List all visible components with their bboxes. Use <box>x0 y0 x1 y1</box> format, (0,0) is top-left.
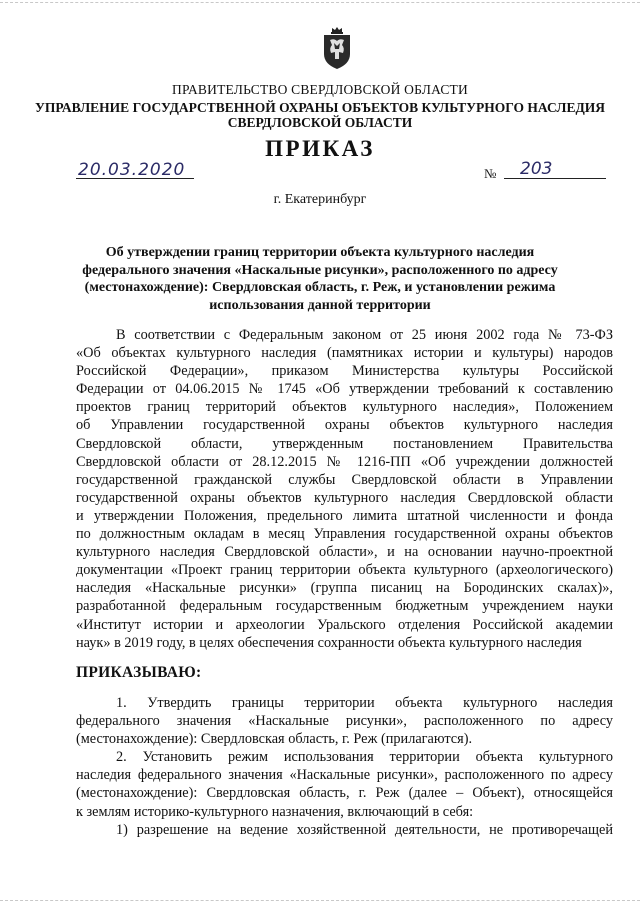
order-directive-heading: ПРИКАЗЫВАЮ: <box>76 664 202 681</box>
order-subject <box>0 244 640 314</box>
text-line: наследия федерального значения «Наскальные рисунки», расположенного по адресу <box>76 767 613 784</box>
text-line: и утверждении Положения, предельного лимита штатной численности и фонда <box>76 507 613 524</box>
subject-line: Об утверждении границ территории объекта культурного наследия <box>105 245 535 260</box>
text-line: Свердловской области, утвержденным постановлением Правительства <box>76 435 613 452</box>
text-line: об Управлении государственной охраны объектов культурного наследия <box>76 417 613 434</box>
text-line: Федерации от 04.06.2015 № 1745 «Об утверждении требований к составлению <box>76 381 613 398</box>
department-line: УПРАВЛЕНИЕ ГОСУДАРСТВЕННОЙ ОХРАНЫ ОБЪЕКТОВ КУЛЬТУРНОГО НАСЛЕДИЯ <box>34 100 606 115</box>
text-line: культурного наследия Свердловской области», и на основании научно-проектной <box>76 544 613 561</box>
text-line: «Институт истории и археологии Уральского отделения Российской академии <box>76 616 613 633</box>
document-type-title: ПРИКАЗ <box>265 136 375 161</box>
number-underline <box>504 178 606 179</box>
text-line: к землям историко-культурного назначения, включающий в себя: <box>76 803 474 820</box>
subject-line: федерального значения «Наскальные рисунки», расположенного по адресу <box>82 262 558 278</box>
text-line: 1) разрешение на ведение хозяйственной деятельности, не противоречащей <box>116 821 613 838</box>
order-date-handwritten: 20.03.2020 <box>78 160 186 180</box>
department-name <box>0 100 640 130</box>
text-line: (местонахождение): Свердловская область, г. Реж (прилагаются). <box>76 731 473 748</box>
date-underline <box>76 178 194 179</box>
city-name: г. Екатеринбург <box>273 192 367 207</box>
subject-line: использования данной территории <box>209 297 431 313</box>
text-line: разработанной федеральным государственным бюджетным учреждением науки <box>76 598 613 615</box>
text-line: федерального значения «Наскальные рисунки», расположенного по адресу <box>76 713 613 730</box>
order-number-label: № <box>484 166 497 181</box>
text-line: (местонахождение): Свердловская область, г. Реж (далее – Объект), относящейся <box>76 785 613 802</box>
preamble-paragraph <box>76 326 613 652</box>
text-line: документации «Проект границ территории объекта культурного (археологического) <box>76 562 613 579</box>
text-line: 1. Утвердить границы территории объекта культурного наследия <box>116 695 613 711</box>
text-line: государственной охраны объектов культурного наследия Свердловской области <box>76 489 613 506</box>
coat-of-arms-sverdlovsk-icon <box>322 26 352 70</box>
text-line: Российской Федерации», приказом Министерства культуры Российской <box>76 363 613 380</box>
scan-edge-bottom <box>0 900 640 901</box>
text-line: по должностным окладам в месяц Управления государственной охраны объектов <box>76 526 613 543</box>
department-line: СВЕРДЛОВСКОЙ ОБЛАСТИ <box>227 115 413 130</box>
text-line: «Об объектах культурного наследия (памятниках истории и культуры) народов <box>76 345 613 362</box>
order-items <box>76 694 613 839</box>
government-name: ПРАВИТЕЛЬСТВО СВЕРДЛОВСКОЙ ОБЛАСТИ <box>172 82 468 97</box>
order-number-handwritten: 203 <box>520 159 553 179</box>
text-line: наук» в 2019 году, в целях обеспечения сохранности объекта культурного наследия <box>76 634 582 651</box>
text-line: проектов границ территорий объектов культурного наследия», Положением <box>76 399 613 416</box>
text-line: Свердловской области от 28.12.2015 № 1216-ПП «Об учреждении должностей <box>76 453 613 470</box>
text-line: государственной гражданской службы Свердловской области в Управлении <box>76 471 613 488</box>
subject-line: (местонахождение): Свердловская область, г. Реж, и установлении режима <box>84 280 556 295</box>
scan-edge-top <box>0 2 640 3</box>
text-line: 2. Установить режим использования территории объекта культурного <box>116 749 613 766</box>
text-line: В соответствии с Федеральным законом от 25 июня 2002 года № 73-ФЗ <box>116 327 613 343</box>
text-line: наследия «Наскальные рисунки» (группа писаниц на Бородинских скалах)», <box>76 580 613 597</box>
